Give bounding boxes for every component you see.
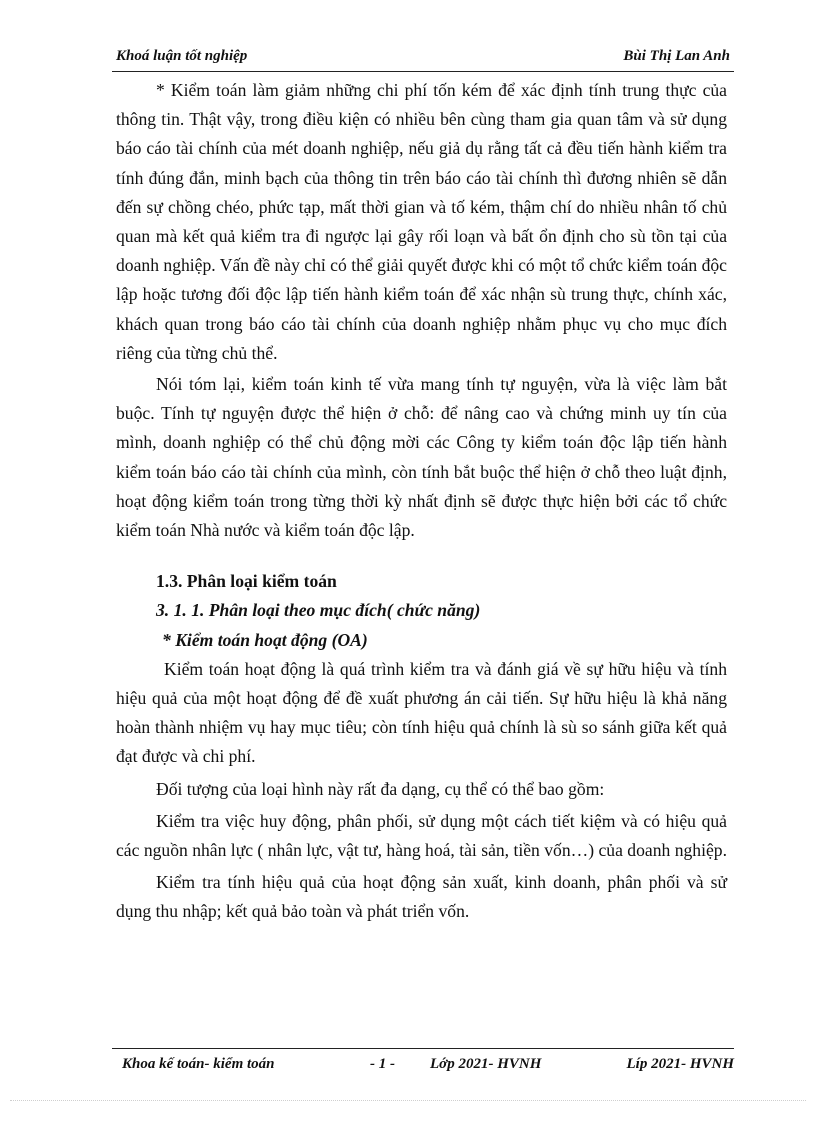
subsection-heading: 3. 1. 1. Phân loại theo mục đích( chức năng) (156, 600, 481, 621)
paragraph-operational-audit: Kiểm toán hoạt động là quá trình kiểm tra và đánh giá về sự hữu hiệu và tính hiệu quả của một hoạt động để đề xuất phương án cải tiến. Sự hữu hiệu là khả năng hoàn thành nhiệm vụ hay mục tiêu; còn tính hiệu quả chính là sù so sánh giữa kết quả đạt được và chi phí. (116, 658, 727, 767)
paragraph-scope: Đối tượng của loại hình này rất đa dạng, cụ thể có thể bao gồm: (156, 778, 605, 799)
page-body (116, 76, 727, 927)
page-footer (122, 1056, 734, 1078)
header-thesis-title: Khoá luận tốt nghiệp (116, 48, 248, 64)
page-header (116, 48, 730, 70)
header-divider (112, 71, 734, 72)
header-author-name: Bùi Thị Lan Anh (623, 48, 730, 64)
footer-class-label: Lớp 2021- HVNH (430, 1056, 542, 1072)
footer-class-label-alt: Líp 2021- HVNH (626, 1056, 734, 1072)
paragraph-summary: Nói tóm lại, kiểm toán kinh tế vừa mang tính tự nguyện, vừa là việc làm bắt buộc. Tính tự nguyện được thể hiện ở chỗ: để nâng cao và chứng minh uy tín của mình, doanh nghiệp có thể chủ động mời các Công ty kiểm toán độc lập tiến hành kiểm toán báo cáo tài chính của mình, còn tính bắt buộc thể hiện ở chỗ theo luật định, hoạt động kiểm toán trong từng thời kỳ nhất định sẽ được thực hiện bởi các tổ chức kiểm toán Nhà nước và kiểm toán độc lập. (116, 374, 727, 541)
page-bottom-border (10, 1100, 806, 1101)
paragraph-resources: Kiểm tra việc huy động, phân phối, sử dụng một cách tiết kiệm và có hiệu quả các nguồn nhân lực ( nhân lực, vật tư, hàng hoá, tài sản, tiền vốn…) của doanh nghiệp. (116, 810, 727, 861)
footer-department: Khoa kế toán- kiểm toán (122, 1056, 275, 1072)
subsubsection-heading: * Kiểm toán hoạt động (OA) (162, 629, 368, 650)
footer-divider (112, 1048, 734, 1049)
paragraph-efficiency: Kiểm tra tính hiệu quả của hoạt động sản xuất, kinh doanh, phân phối và sử dụng thu nhập; kết quả bảo toàn và phát triển vốn. (116, 872, 727, 922)
paragraph-audit-cost: * Kiểm toán làm giảm những chi phí tốn kém để xác định tính trung thực của thông tin. Thật vậy, trong điều kiện có nhiều bên cùng tham gia quan tâm và sử dụng báo cáo tài chính của mét doanh nghiệp, nếu giả dụ rằng tất cả đều tiến hành kiểm tra tính đúng đắn, minh bạch của thông tin trên báo cáo tài chính thì đương nhiên sẽ dẫn đến sự chồng chéo, phức tạp, mất thời gian và tố kém, thậm chí do nhiều nhân tố chủ quan mà kết quả kiểm tra đi ngược lại gây rối loạn và bất ổn định cho sù tồn tại của doanh nghiệp. Vấn đề này chỉ có thể giải quyết được khi có một tổ chức kiểm toán độc lập hoặc tương đối độc lập tiến hành kiểm toán để xác nhận sù trung thực, chính xác, khách quan trong báo cáo tài chính của doanh nghiệp nhằm phục vụ cho mục đích riêng của từng chủ thể. (116, 80, 727, 363)
footer-page-number: - 1 - (370, 1056, 395, 1072)
section-heading: 1.3. Phân loại kiểm toán (156, 571, 337, 592)
